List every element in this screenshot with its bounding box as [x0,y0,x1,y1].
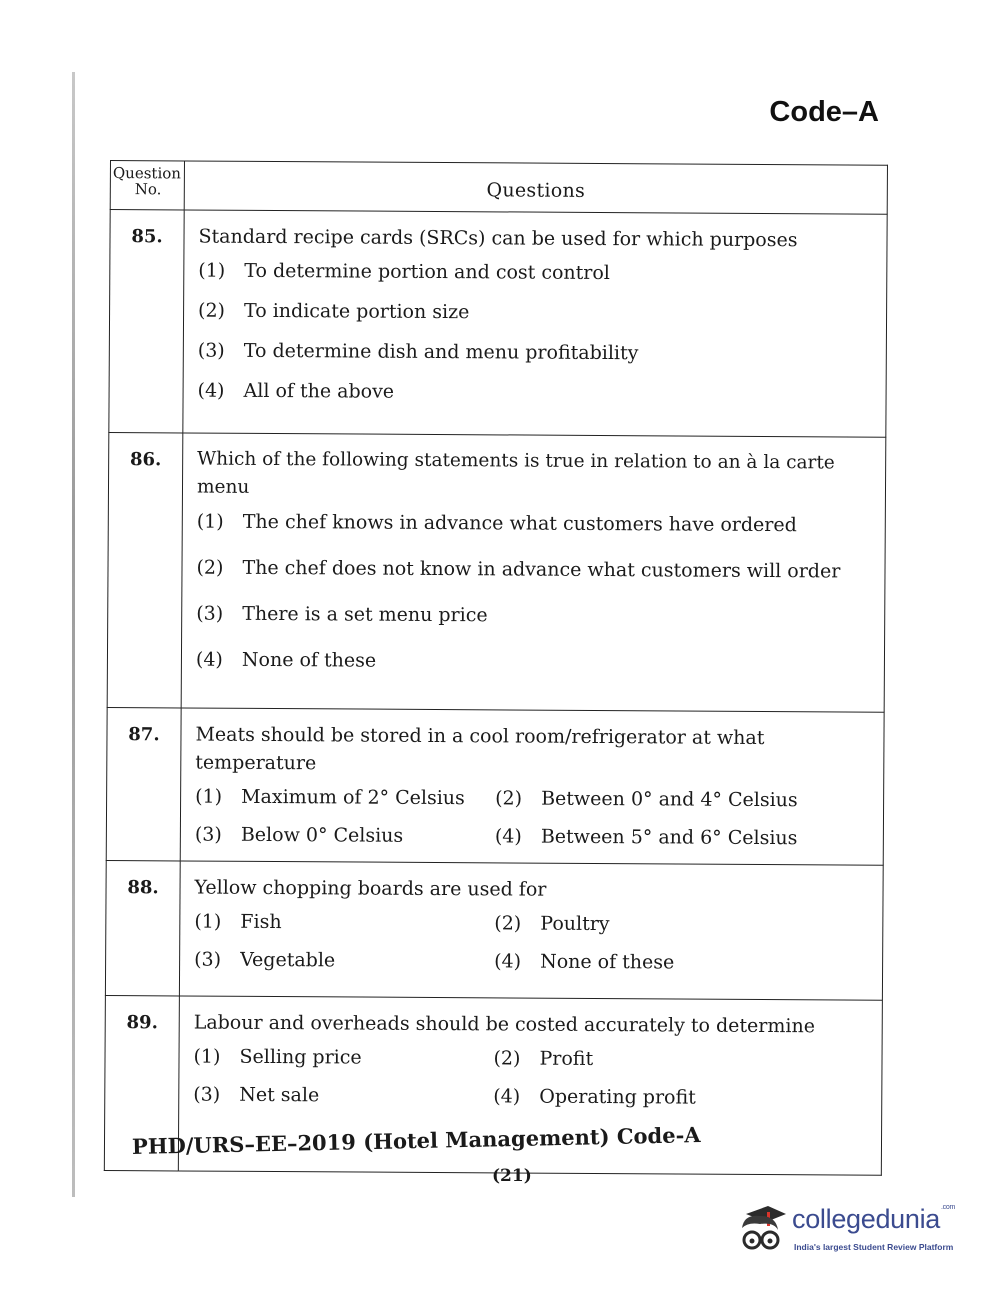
logo-tagline: India's largest Student Review Platform [794,1242,954,1252]
option-text: Maximum of 2° Celsius [241,785,465,810]
option-number: (4) [494,825,522,848]
option-number: (2) [494,912,522,935]
option [196,602,872,630]
code-label: Code–A [769,96,879,128]
question-no-header-line2: No. [134,180,162,199]
option [194,948,494,974]
option [198,339,874,367]
option-number: (2) [196,556,224,579]
option-number: (1) [198,259,226,282]
option [196,648,872,676]
option [193,1045,493,1071]
scan-edge-line [72,72,75,1197]
option [194,910,494,936]
student-mascot-icon [734,1200,790,1258]
option-number: (2) [495,787,523,810]
collegedunia-logo[interactable] [734,1196,964,1266]
option-text: All of the above [243,379,395,403]
page-number: (21) [492,1166,532,1186]
option-grid [195,785,871,851]
question-text: Standard recipe cards (SRCs) can be used for which purposes [198,225,798,252]
option [195,785,495,811]
option [198,259,874,287]
option [494,949,870,975]
option-text: To determine portion and cost control [244,259,610,285]
option [193,1083,493,1109]
question-row [105,860,883,1000]
option-number: (2) [493,1047,521,1070]
option-text: To indicate portion size [244,299,470,324]
option-text: None of these [540,950,675,974]
logo-wordmark [792,1204,955,1235]
option-number: (1) [195,785,223,808]
option-text: Between 0° and 4° Celsius [541,787,798,812]
question-text: Meats should be stored in a cool room/refrigerator at what temperature [195,723,765,775]
question-text: Which of the following statements is true in relation to an à la carte menu [196,448,835,498]
logo-tld: .com [941,1204,956,1211]
option-grid [193,1045,869,1111]
question-number: 85. [109,210,184,433]
option [495,786,871,812]
question-text: Yellow chopping boards are used for [194,876,547,901]
option-text: Vegetable [240,948,336,972]
option-number: (1) [196,510,224,533]
option-text: Net sale [239,1083,320,1107]
option-text: Below 0° Celsius [240,823,404,847]
option-number: (1) [194,910,222,933]
question-text: Labour and overheads should be costed accurately to determine [193,1011,816,1038]
option-number: (3) [197,339,225,362]
question-number: 88. [105,860,180,995]
option-number: (1) [193,1045,221,1068]
table-header-row [110,161,887,215]
question-number: 86. [107,432,183,707]
question-table [104,160,888,1176]
option-number: (4) [494,950,522,973]
option [493,1084,869,1110]
option-number: (4) [197,379,225,402]
option-text: Profit [539,1047,594,1070]
option [196,556,872,584]
question-sheet [104,160,888,1176]
option-number: (3) [196,602,224,625]
question-number: 89. [104,995,179,1170]
option-number: (4) [195,648,223,671]
option [493,1046,869,1072]
exam-footer: PHD/URS–EE–2019 (Hotel Management) Code-A [131,1122,701,1159]
option-text: Selling price [239,1045,362,1069]
option [197,510,873,538]
option-text: Fish [240,910,282,934]
option-number: (4) [493,1085,521,1108]
option-text: There is a set menu price [242,602,488,627]
questions-header: Questions [184,161,887,214]
option [198,379,874,407]
question-body [183,210,887,437]
question-number: 87. [106,707,181,860]
question-row [107,432,886,712]
question-row [109,210,887,438]
question-body [181,433,886,712]
option-number: (2) [198,299,226,322]
question-row [106,707,884,865]
option-text: To determine dish and menu profitability [243,339,639,365]
option [494,911,870,937]
option-text: The chef knows in advance what customers have ordered [242,510,797,537]
option-number: (3) [194,948,222,971]
option-text: Poultry [540,912,610,936]
option-number: (3) [194,823,222,846]
option [198,299,874,327]
option-number: (3) [193,1083,221,1106]
option [495,824,871,850]
question-body [179,861,883,1000]
question-no-header-line1: Question [112,164,182,183]
option [195,823,495,849]
question-no-header [110,161,184,210]
option-text: None of these [241,648,377,672]
option-text: The chef does not know in advance what customers will order [242,556,841,583]
logo-name: collegedunia [792,1204,941,1234]
question-body [180,708,884,865]
option-text: Between 5° and 6° Celsius [540,825,798,850]
option-text: Operating profit [539,1085,696,1109]
option-grid [194,910,870,976]
